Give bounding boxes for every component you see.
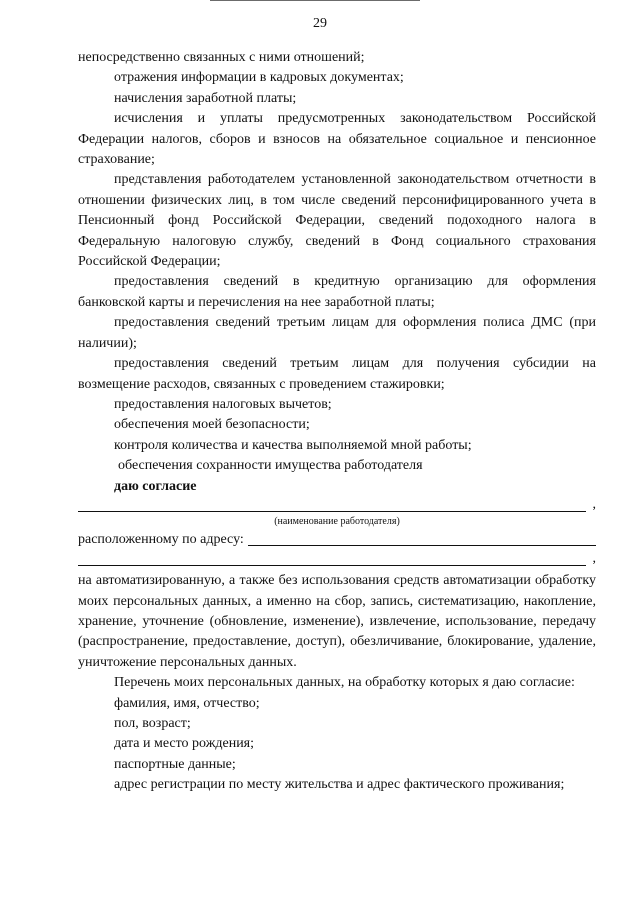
consent-heading: даю согласие xyxy=(114,478,197,494)
address-row xyxy=(78,530,596,550)
processing-text: на автоматизированную, а также без использования средств автоматизации обработку моих персональных данных, а именно на сбор, запись, систематизацию, накопление, хранение, уточнение (обновление, изменение), извлечение, использование, передачу (распространение, предоставление, доступ), обезличивание, блокирование, удаление, уничтожение персональных данных. xyxy=(78,573,596,670)
paragraph-7: предоставления сведений третьим лицам для получения субсидии на возмещение расходов, связанных с проведением стажировки; xyxy=(78,356,596,392)
paragraph-11: обеспечения сохранности имущества работодателя xyxy=(118,458,423,474)
data-item-3: паспортные данные; xyxy=(114,756,236,772)
paragraph-9: обеспечения моей безопасности; xyxy=(114,417,310,433)
document-body xyxy=(78,48,596,796)
paragraph-3: исчисления и уплаты предусмотренных законодательством Российской Федерации налогов, сборов и взносов на обязательное социальное и пенсионное страхование; xyxy=(78,111,596,168)
address-line-2 xyxy=(78,565,586,566)
paragraph-10: контроля количества и качества выполняемой мной работы; xyxy=(114,437,472,453)
employer-comma: , xyxy=(592,496,596,512)
employer-caption: (наименование работодателя) xyxy=(274,516,400,528)
paragraph-2: начисления заработной платы; xyxy=(114,90,297,106)
top-rule xyxy=(210,0,420,1)
address-comma: , xyxy=(592,550,596,566)
data-item-4: адрес регистрации по месту жительства и адрес фактического проживания; xyxy=(114,777,565,793)
paragraph-5: предоставления сведений в кредитную организацию для оформления банковской карты и перечисления на нее заработной платы; xyxy=(78,274,596,310)
paragraph-1: отражения информации в кадровых документах; xyxy=(114,70,404,86)
employer-name-line xyxy=(78,511,586,512)
list-intro: Перечень моих персональных данных, на обработку которых я даю согласие: xyxy=(114,675,575,691)
employer-name-field[interactable] xyxy=(78,497,596,517)
paragraph-6: предоставления сведений третьим лицам для оформления полиса ДМС (при наличии); xyxy=(78,315,596,351)
paragraph-0: непосредственно связанных с ними отношений; xyxy=(78,50,365,65)
data-item-2: дата и место рождения; xyxy=(114,736,255,752)
page-number: 29 xyxy=(313,16,327,31)
paragraph-8: предоставления налоговых вычетов; xyxy=(114,396,332,412)
address-field-line[interactable] xyxy=(248,545,596,546)
data-item-0: фамилия, имя, отчество; xyxy=(114,695,260,711)
data-item-1: пол, возраст; xyxy=(114,715,191,731)
address-label: расположенному по адресу: xyxy=(78,532,244,548)
address-field-continuation[interactable] xyxy=(78,551,596,571)
paragraph-4: представления работодателем установленной законодательством отчетности в отношении физических лиц, в том числе сведений персонифицированного учета в Пенсионный фонд Российской Федерации, сведений подоходного налога в Федеральную налоговую службу, сведений в Фонд социального страхования Российской Федерации; xyxy=(78,172,596,270)
